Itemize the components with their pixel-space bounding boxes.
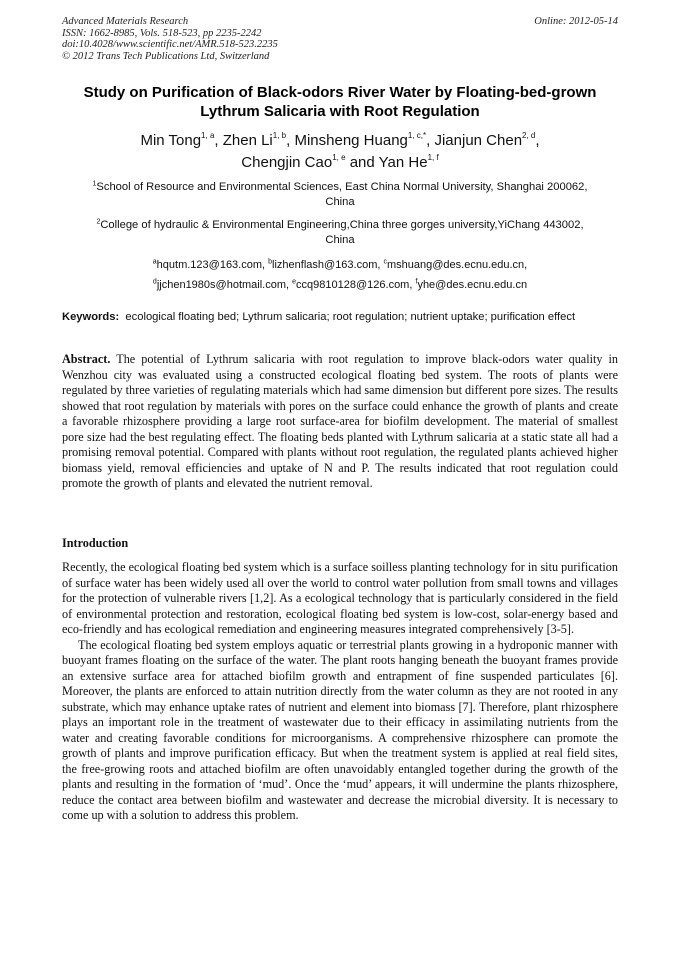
email-separator: , xyxy=(409,279,416,291)
author-separator: , xyxy=(214,132,223,149)
author-affil-sup: 1, c,* xyxy=(407,131,427,140)
author-name: Jianjun Chen xyxy=(434,132,523,149)
email-line-2 xyxy=(62,275,618,295)
introduction-body xyxy=(62,560,618,824)
author-line-2 xyxy=(62,152,618,174)
affiliation-text: School of Resource and Environmental Sciences, East China Normal University, Shanghai 200062, xyxy=(96,181,588,193)
affiliation-country: China xyxy=(325,195,355,208)
email-separator: , xyxy=(377,259,384,271)
author-separator: , xyxy=(426,132,435,149)
author-affil-sup: 2, d xyxy=(522,131,536,140)
author-name: Zhen Li xyxy=(222,132,273,149)
author-separator: , xyxy=(535,132,540,149)
email-address[interactable]: mshuang@des.ecnu.edu.cn xyxy=(387,259,525,271)
abstract-label: Abstract. xyxy=(62,352,111,366)
email-sup: d xyxy=(152,278,157,286)
paragraph: The ecological floating bed system employs aquatic or terrestrial plants growing in a hydroponic manner with buoyant frames floating on the surface of the water. The plant roots hanging beneath the buoyant frames provide an extensive surface area for attached biofilm growth and entrapment of fine suspended particulates [6]. Moreover, the plants are enforced to attain nutrition directly from the water column as they are not rooted in any substrate, which may enhance uptake rates of nutrient and element into biomass [7]. Therefore, plant rhizosphere plays an important role in the treatment of wastewater due to their efficacy in assimilating nutrients from the water and creating favorable conditions for microorganisms. A comprehensive rhizosphere can promote the growth of plants and improve purification efficacy. But when the treatment system is applied at real field sites, the free-growing roots and attached biofilm are often unavoidably entangled together during the growth of the plants and resulting in the formation of ‘mud’. Once the ‘mud’ appears, it will undermine the plants rhizosphere, reduce the contact area between biofilm and wastewater and decrease the microbial diversity. It is necessary to come up with a solution to address this problem. xyxy=(62,637,618,822)
author-line-1 xyxy=(62,130,618,152)
email-separator: , xyxy=(524,259,528,271)
email-sup: a xyxy=(152,258,157,266)
affiliation-sup: 2 xyxy=(96,218,101,226)
email-line-1 xyxy=(62,255,618,275)
journal-copyright: © 2012 Trans Tech Publications Ltd, Switzerland xyxy=(62,50,270,62)
online-date: Online: 2012-05-14 xyxy=(534,16,618,27)
email-address[interactable]: ccq9810128@126.com xyxy=(296,279,410,291)
affiliation-country: China xyxy=(325,233,355,246)
keywords-label: Keywords: xyxy=(62,311,120,323)
author-list xyxy=(62,130,618,174)
keywords-block xyxy=(62,310,618,324)
author-affil-sup: 1, e xyxy=(332,153,346,162)
email-sup: b xyxy=(268,258,273,266)
email-sup: f xyxy=(415,278,418,286)
keywords-text: ecological floating bed; Lythrum salicaria; root regulation; nutrient uptake; purification effect xyxy=(125,311,576,323)
email-address[interactable]: jjchen1980s@hotmail.com xyxy=(156,279,287,291)
author-name: Minsheng Huang xyxy=(294,132,408,149)
section-heading-introduction: Introduction xyxy=(62,536,129,550)
email-separator: , xyxy=(286,279,293,291)
affiliation-text: College of hydraulic & Environmental Engineering,China three gorges university,YiChang 443002, xyxy=(100,219,584,231)
email-sup: c xyxy=(383,258,388,266)
author-name: Yan He xyxy=(378,154,428,171)
author-affil-sup: 1, a xyxy=(201,131,215,140)
email-address[interactable]: lizhenflash@163.com xyxy=(272,259,378,271)
email-separator: , xyxy=(262,259,269,271)
journal-name: Advanced Materials Research xyxy=(62,16,189,27)
email-sup: e xyxy=(292,278,297,286)
author-affil-sup: 1, f xyxy=(427,153,439,162)
paper-title-line-2: Lythrum Salicaria with Root Regulation xyxy=(200,103,480,120)
author-name: Min Tong xyxy=(140,132,202,149)
affiliation-1 xyxy=(62,180,618,209)
abstract-block xyxy=(62,352,618,492)
paper-title-line-1: Study on Purification of Black-odors River Water by Floating-bed-grown xyxy=(83,84,597,101)
email-address[interactable]: hqutm.123@163.com xyxy=(156,259,263,271)
author-separator: and xyxy=(345,154,379,171)
author-affil-sup: 1, b xyxy=(272,131,287,140)
affiliation-sup: 1 xyxy=(92,180,97,188)
journal-header xyxy=(62,16,618,62)
author-name: Chengjin Cao xyxy=(241,154,333,171)
email-list xyxy=(62,255,618,295)
paper-title xyxy=(62,83,618,121)
abstract-text: The potential of Lythrum salicaria with root regulation to improve black-odors water quality in Wenzhou city was evaluated using a constructed ecological floating bed system. The roots of plants were regulated by three varieties of regulating materials which had same dimension but different pore sizes. The results showed that root regulation by materials with pores on the surface could enhance the growth of plants and create a favorable rhizosphere providing a large root surface-area for biofilm development. The material of smallest pore size had the best regulating effect. The floating beds planted with Lythrum salicaria at a static state all had a promising removal potential. Compared with plants without root regulation, the regulated plants achieved higher biomass yield, removal efficiencies and uptake of N and P. The results indicated that root regulation could promote the growth of plants and elevated the nutrient removal. xyxy=(62,352,618,490)
email-address[interactable]: yhe@des.ecnu.edu.cn xyxy=(417,279,528,291)
journal-doi: doi:10.4028/www.scientific.net/AMR.518-523.2235 xyxy=(62,39,278,50)
author-separator: , xyxy=(286,132,295,149)
affiliation-2 xyxy=(62,218,618,247)
paragraph: Recently, the ecological floating bed system which is a surface soilless planting technology for in situ purification of surface water has been widely used all over the world to control water pollution from small towns and villages for the protection of vulnerable rivers [1,2]. As a ecological technology that is particularly considered in the field of environmental protection and restoration, ecological floating bed system is low-cost, solar-energy based and eco-friendly and has ecological remediation and engineering measures integrated comprehensively [3-5]. xyxy=(62,560,618,636)
journal-issn: ISSN: 1662-8985, Vols. 518-523, pp 2235-2242 xyxy=(62,27,262,39)
